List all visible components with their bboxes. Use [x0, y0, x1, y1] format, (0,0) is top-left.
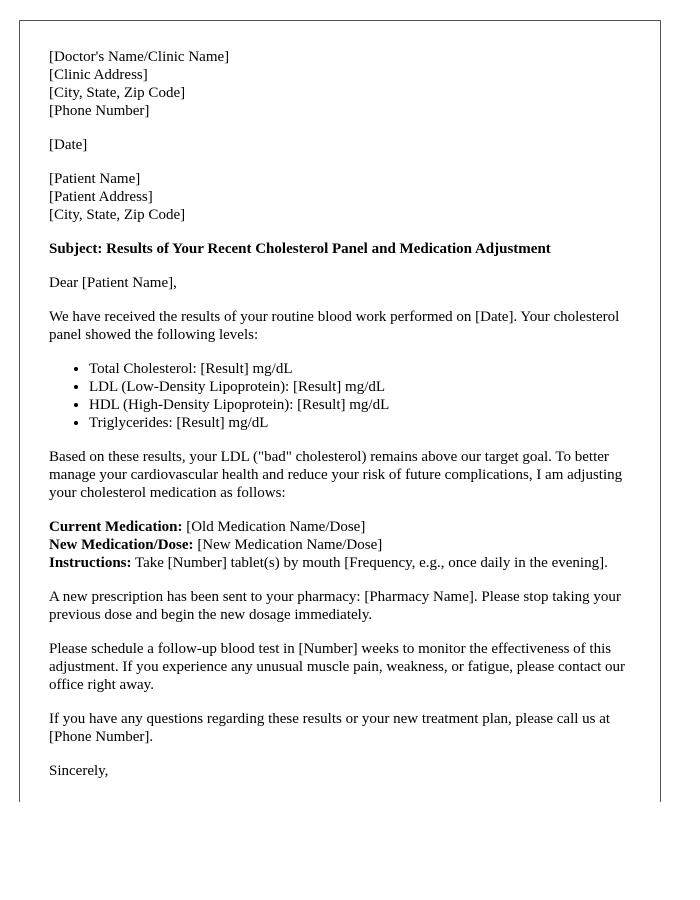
current-medication-value: [Old Medication Name/Dose]	[182, 519, 366, 535]
recipient-address: [Patient Address]	[49, 189, 153, 205]
questions-paragraph: If you have any questions regarding these results or your new treatment plan, please call us at [Phone Number].	[49, 711, 611, 745]
instructions-label: Instructions:	[49, 555, 132, 571]
new-medication	[49, 536, 639, 554]
list-item: • Triglycerides: [Result] mg/dL	[89, 414, 639, 432]
list-item: • LDL (Low-Density Lipoprotein): [Result] mg/dL	[89, 378, 639, 396]
new-medication-label: New Medication/Dose:	[49, 537, 194, 553]
closing: Sincerely,	[49, 763, 109, 779]
recipient-block	[49, 170, 639, 224]
list-item: • HDL (High-Density Lipoprotein): [Result] mg/dL	[89, 396, 639, 414]
assessment-paragraph: Based on these results, your LDL ("bad" cholesterol) remains above our target goal. To better manage your cardiovascular health and reduce your risk of future complications, I am adjusting your cholesterol medication as follows:	[49, 449, 623, 501]
prescription-paragraph: A new prescription has been sent to your pharmacy: [Pharmacy Name]. Please stop taking your previous dose and begin the new dosage immediately.	[49, 589, 621, 623]
instructions	[49, 554, 639, 572]
current-medication	[49, 518, 639, 536]
letter-content	[49, 48, 639, 796]
results-list	[49, 360, 639, 432]
letter-date: [Date]	[49, 137, 88, 153]
sender-block	[49, 48, 639, 120]
list-item: • Total Cholesterol: [Result] mg/dL	[89, 360, 639, 378]
salutation: Dear [Patient Name],	[49, 275, 177, 291]
intro-paragraph: We have received the results of your routine blood work performed on [Date]. Your cholesterol panel showed the following levels:	[49, 309, 620, 343]
current-medication-label: Current Medication:	[49, 519, 183, 535]
followup-paragraph: Please schedule a follow-up blood test in [Number] weeks to monitor the effectiveness of this adjustment. If you experience any unusual muscle pain, weakness, or fatigue, please contact our office right away.	[49, 641, 626, 693]
instructions-value: Take [Number] tablet(s) by mouth [Frequency, e.g., once daily in the evening].	[131, 555, 608, 571]
medication-block	[49, 518, 639, 572]
recipient-name: [Patient Name]	[49, 171, 141, 187]
sender-phone: [Phone Number]	[49, 103, 150, 119]
recipient-city-state-zip: [City, State, Zip Code]	[49, 207, 186, 223]
sender-name: [Doctor's Name/Clinic Name]	[49, 49, 230, 65]
new-medication-value: [New Medication Name/Dose]	[193, 537, 383, 553]
subject-line: Subject: Results of Your Recent Cholesterol Panel and Medication Adjustment	[49, 241, 551, 257]
sender-city-state-zip: [City, State, Zip Code]	[49, 85, 186, 101]
sender-address: [Clinic Address]	[49, 67, 148, 83]
letter-page	[19, 20, 661, 802]
